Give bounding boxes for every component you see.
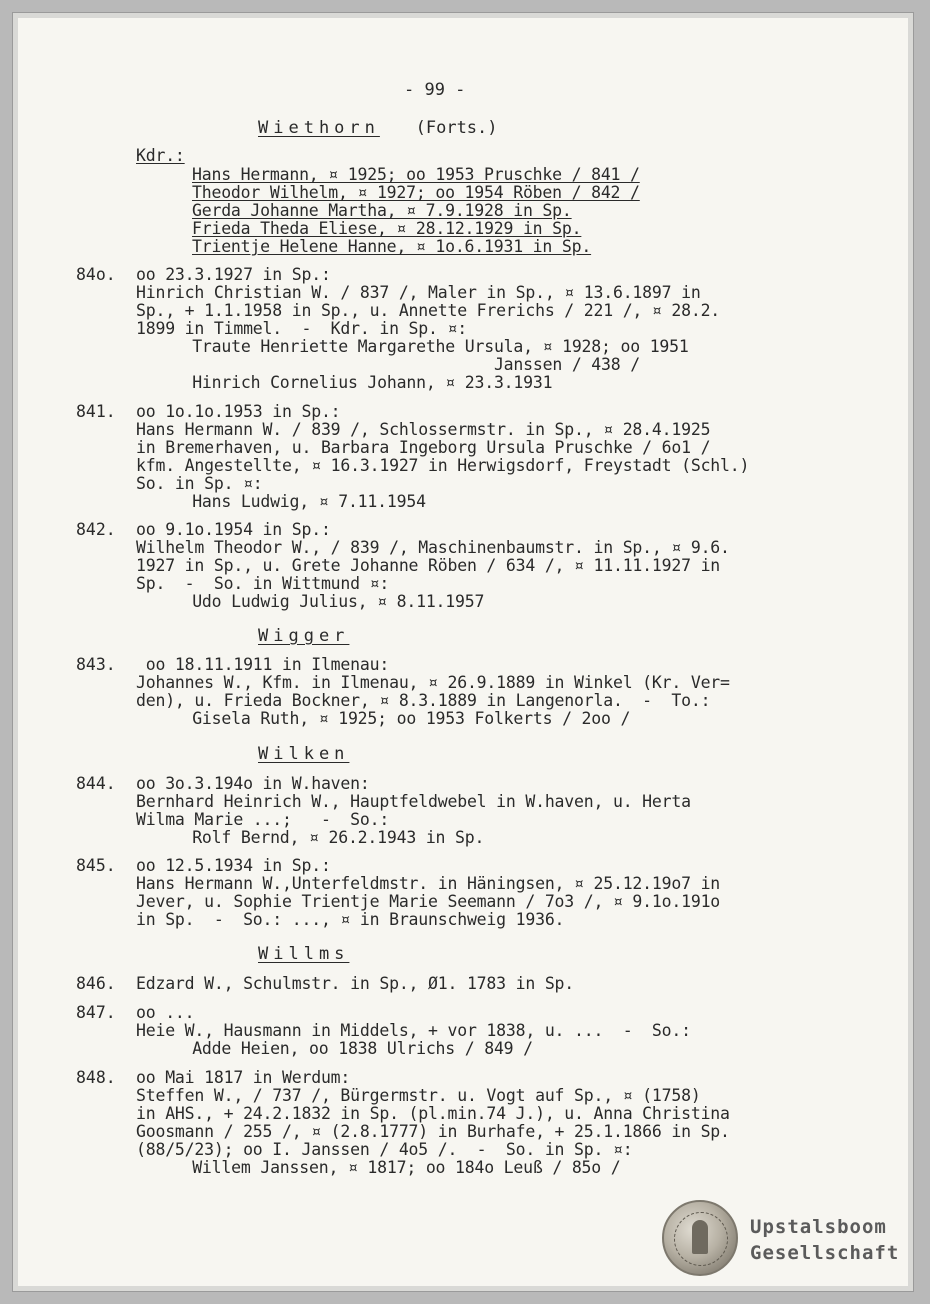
entry-line: Hinrich Cornelius Johann, ¤ 23.3.1931 — [163, 373, 553, 392]
entry-number: 845. — [76, 856, 116, 875]
entry-line: oo Mai 1817 in Werdum: — [136, 1068, 351, 1087]
entry-line: oo 18.11.1911 in Ilmenau: — [136, 655, 390, 674]
entry-line: in AHS., + 24.2.1832 in Sp. (pl.min.74 J.), u. Anna Christina — [136, 1104, 730, 1123]
entry-number: 84o. — [76, 265, 116, 284]
entry-line: Bernhard Heinrich W., Hauptfeldwebel in W.haven, u. Herta — [136, 792, 691, 811]
org-name-line1: Upstalsboom — [750, 1216, 887, 1238]
entry-line: Hans Ludwig, ¤ 7.11.1954 — [163, 492, 426, 511]
entry-line: oo 23.3.1927 in Sp.: — [136, 265, 331, 284]
section-heading-wilken — [258, 744, 349, 764]
entry-line: oo 9.1o.1954 in Sp.: — [136, 520, 331, 539]
kdr-label: Kdr.: — [136, 146, 185, 165]
entry-line: So. in Sp. ¤: — [136, 474, 263, 493]
entry-number: 848. — [76, 1068, 116, 1087]
section-heading-wiethorn — [258, 118, 498, 138]
entry-line: Traute Henriette Margarethe Ursula, ¤ 1928; oo 1951 — [163, 337, 689, 356]
child-line: Gerda Johanne Martha, ¤ 7.9.1928 in Sp. — [192, 201, 572, 220]
surname: Wilken — [258, 744, 350, 764]
entry-line: oo 12.5.1934 in Sp.: — [136, 856, 331, 875]
entry-number: 844. — [76, 774, 116, 793]
entry-line: (88/5/23); oo I. Janssen / 4o5 /. - So. in Sp. ¤: — [136, 1140, 633, 1159]
entry-line: Wilhelm Theodor W., / 839 /, Maschinenbaumstr. in Sp., ¤ 9.6. — [136, 538, 730, 557]
entry-line: Willem Janssen, ¤ 1817; oo 184o Leuß / 85o / — [163, 1158, 621, 1177]
entry-line: oo 1o.1o.1953 in Sp.: — [136, 402, 341, 421]
entry-line: Jever, u. Sophie Trientje Marie Seemann / 7o3 /, ¤ 9.1o.191o — [136, 892, 721, 911]
entry-line: Goosmann / 255 /, ¤ (2.8.1777) in Burhafe, + 25.1.1866 in Sp. — [136, 1122, 730, 1141]
entry-number: 847. — [76, 1003, 116, 1022]
entry-line: Janssen / 438 / — [163, 355, 640, 374]
seal-logo — [662, 1200, 738, 1276]
entry-line: oo 3o.3.194o in W.haven: — [136, 774, 370, 793]
entry-line: Hans Hermann W. / 839 /, Schlossermstr. in Sp., ¤ 28.4.1925 — [136, 420, 711, 439]
entry-line: in Sp. - So.: ..., ¤ in Braunschweig 1936. — [136, 910, 565, 929]
entry-line: Hans Hermann W.,Unterfeldmstr. in Häningsen, ¤ 25.12.19o7 in — [136, 874, 721, 893]
entry-line: Edzard W., Schulmstr. in Sp., Ø1. 1783 in Sp. — [136, 974, 575, 993]
seal-emblem — [692, 1220, 708, 1254]
section-heading-wigger — [258, 626, 349, 646]
entry-number: 842. — [76, 520, 116, 539]
child-line: Frieda Theda Eliese, ¤ 28.12.1929 in Sp. — [192, 219, 582, 238]
entry-line: Sp. - So. in Wittmund ¤: — [136, 574, 390, 593]
entry-line: Hinrich Christian W. / 837 /, Maler in Sp., ¤ 13.6.1897 in — [136, 283, 701, 302]
entry-line: den), u. Frieda Bockner, ¤ 8.3.1889 in Langenorla. - To.: — [136, 691, 711, 710]
surname: Wiethorn — [258, 118, 380, 138]
entry-line: 1927 in Sp., u. Grete Johanne Röben / 634 /, ¤ 11.11.1927 in — [136, 556, 721, 575]
entry-line: Steffen W., / 737 /, Bürgermstr. u. Vogt auf Sp., ¤ (1758) — [136, 1086, 701, 1105]
entry-line: Heie W., Hausmann in Middels, + vor 1838, u. ... - So.: — [136, 1021, 691, 1040]
entry-line: Gisela Ruth, ¤ 1925; oo 1953 Folkerts / 2oo / — [163, 709, 631, 728]
surname: Wigger — [258, 626, 350, 646]
section-heading-willms — [258, 944, 349, 964]
entry-number: 843. — [76, 655, 116, 674]
entry-line: in Bremerhaven, u. Barbara Ingeborg Ursula Pruschke / 6o1 / — [136, 438, 711, 457]
entry-line: 1899 in Timmel. - Kdr. in Sp. ¤: — [136, 319, 467, 338]
entry-line: Wilma Marie ...; - So.: — [136, 810, 390, 829]
entry-line: oo ... — [136, 1003, 195, 1022]
entry-line: kfm. Angestellte, ¤ 16.3.1927 in Herwigsdorf, Freystadt (Schl.) — [136, 456, 750, 475]
child-line: Trientje Helene Hanne, ¤ 1o.6.1931 in Sp. — [192, 237, 592, 256]
entry-line: Johannes W., Kfm. in Ilmenau, ¤ 26.9.1889 in Winkel (Kr. Ver= — [136, 673, 730, 692]
entry-number: 841. — [76, 402, 116, 421]
org-name-line2: Gesellschaft — [750, 1242, 900, 1264]
entry-line: Adde Heien, oo 1838 Ulrichs / 849 / — [163, 1039, 533, 1058]
entry-line: Sp., + 1.1.1958 in Sp., u. Annette Frerichs / 221 /, ¤ 28.2. — [136, 301, 721, 320]
child-line: Hans Hermann, ¤ 1925; oo 1953 Pruschke / 841 / — [192, 165, 640, 184]
entry-line: Udo Ludwig Julius, ¤ 8.11.1957 — [163, 592, 485, 611]
heading-suffix: (Forts.) — [415, 118, 498, 138]
entry-number: 846. — [76, 974, 116, 993]
page-number: - 99 - — [404, 80, 466, 100]
entry-line: Rolf Bernd, ¤ 26.2.1943 in Sp. — [163, 828, 485, 847]
child-line: Theodor Wilhelm, ¤ 1927; oo 1954 Röben / 842 / — [192, 183, 640, 202]
surname: Willms — [258, 944, 350, 964]
